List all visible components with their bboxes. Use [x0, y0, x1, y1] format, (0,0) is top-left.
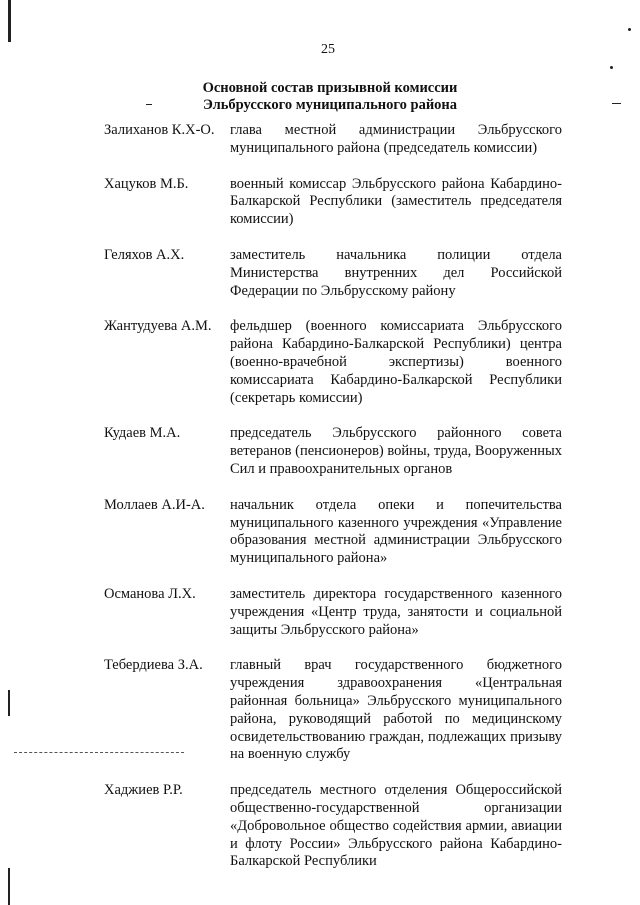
scan-speck-top-right: [628, 28, 631, 31]
page-number: 25: [321, 42, 335, 57]
member-name: Залиханов К.Х-О.: [104, 122, 215, 138]
member-role: председатель Эльбрусского районного совета ветеранов (пенсионеров) войны, труда, Вооруженных Сил и правоохранительных органов: [230, 425, 562, 477]
member-role: фельдшер (военного комиссариата Эльбрусского района Кабардино-Балкарской Республики) центра (военно-врачебной экспертизы) военного комиссариата Кабардино-Балкарской Республики (секретарь комиссии): [230, 318, 562, 406]
member-name: Хацуков М.Б.: [104, 175, 189, 192]
scan-speck-right: [610, 66, 613, 69]
title-line-1: Основной состав призывной комиссии: [202, 80, 458, 96]
scan-edge-mark-middle: [8, 690, 10, 716]
member-name: Кудаев М.А.: [104, 425, 181, 442]
member-name: Моллаев А.И-А.: [104, 496, 205, 513]
member-row: [104, 497, 562, 568]
member-role: военный комиссар Эльбрусского района Кабардино-Балкарской Республики (заместитель председателя комиссии): [230, 175, 562, 228]
member-row: [104, 782, 562, 871]
member-row: [104, 425, 562, 478]
member-role: глава местной администрации Эльбрусского муниципального района (председатель комиссии): [230, 122, 562, 156]
member-name: Геляхов А.Х.: [104, 246, 185, 263]
member-name: Османова Л.Х.: [104, 585, 196, 602]
member-role: председатель местного отделения Общероссийской общественно-государственной организации «Добровольное общество содействия армии, авиации и флоту России» Эльбрусского района Кабардино-Балкарской Республики: [230, 782, 562, 870]
member-role: начальник отдела опеки и попечительства муниципального казенного учреждения «Управление образования местной администрации Эльбрусского муниципального района»: [230, 496, 562, 567]
member-role: заместитель начальника полиции отдела Министерства внутренних дел Российской Федерации по Эльбрусскому району: [230, 246, 562, 299]
member-row: [104, 176, 562, 229]
member-row: [104, 586, 562, 639]
member-role: главный врач государственного бюджетного учреждения здравоохранения «Центральная районная больница» Эльбрусского муниципального района, руководящий работой по медицинскому освидетельствованию граждан, подлежащих призыву на военную службу: [230, 657, 562, 763]
document-title: [0, 80, 640, 114]
member-name: Тебердиева З.А.: [104, 657, 203, 674]
member-role: заместитель директора государственного казенного учреждения «Центр труда, занятости и социальной защиты Эльбрусского района»: [230, 585, 562, 638]
member-row: [104, 247, 562, 300]
member-row: [104, 122, 562, 158]
member-name: Хаджиев Р.Р.: [104, 782, 183, 799]
commission-members-list: [104, 122, 562, 889]
scan-edge-mark-bottom: [8, 868, 10, 905]
member-row: [104, 318, 562, 407]
member-row: [104, 657, 562, 764]
title-line-2: Эльбрусского муниципального района: [202, 97, 458, 113]
member-name: Жантудуева А.М.: [104, 318, 212, 335]
scan-edge-mark-top: [8, 0, 11, 42]
